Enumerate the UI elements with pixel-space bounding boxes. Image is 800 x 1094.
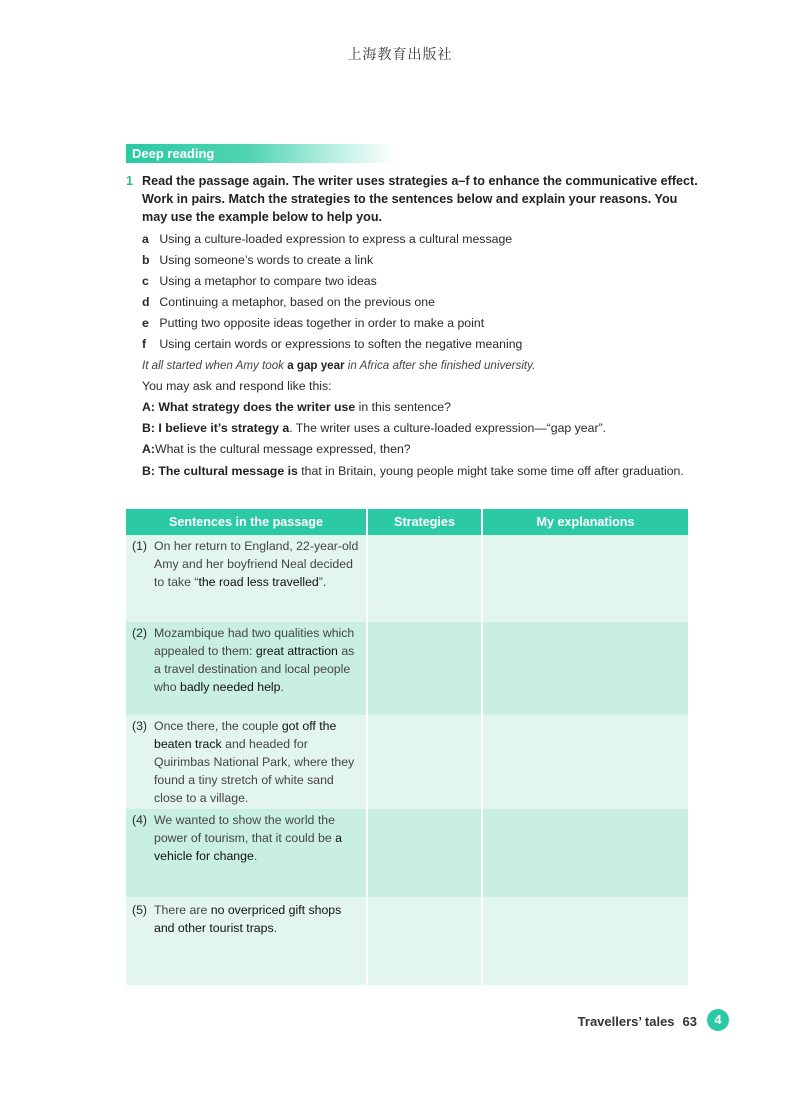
dialogue-speaker: A: [142,442,155,456]
dialogue-speaker: B: [142,421,155,435]
strategy-letter: e [142,316,149,330]
sentence-cell [126,897,367,985]
dialogue-speaker: B: [142,464,155,478]
strategy-answer-cell[interactable] [367,622,482,715]
example-text-after: in Africa after she finished university. [344,359,536,372]
key-phrase: a vehicle for change [154,831,342,863]
strategy-item [142,313,706,334]
dialogue-speaker: A: [142,400,155,414]
strategy-letter: f [142,337,147,351]
dialogue-key-phrase: I believe it’s strategy a [158,421,290,435]
strategy-text: Using a culture-loaded expression to express a cultural message [159,232,513,246]
strategy-item [142,250,706,271]
column-header-explanations: My explanations [482,509,688,535]
example-text-before: It all started when Amy took [142,359,288,372]
key-phrase: badly needed help [179,680,281,694]
sentence-number: (1) [132,539,148,553]
sentence-text: Once there, the couple got off the beaten track and headed for Quirimbas National Park, where they found a tiny stretch of white sand close to a village. [154,719,355,805]
sentence-cell [126,715,367,809]
sentence-cell [126,622,367,715]
strategy-letter: c [142,274,149,288]
dialogue-text: in this sentence? [355,400,451,414]
key-phrase: the road less travelled [198,575,319,589]
page-footer [578,1014,697,1029]
table-header-row [126,509,688,535]
strategy-letter: b [142,253,150,267]
strategy-list [142,229,706,355]
strategy-answer-cell[interactable] [367,535,482,622]
strategy-text: Continuing a metaphor, based on the previous one [159,295,435,309]
explanation-answer-cell[interactable] [482,622,688,715]
explanation-answer-cell[interactable] [482,897,688,985]
explanation-answer-cell[interactable] [482,809,688,897]
strategy-item [142,292,706,313]
strategy-letter: d [142,295,150,309]
table-row [126,809,688,897]
sentence-cell [126,809,367,897]
publisher-header: 上海教育出版社 [347,47,453,63]
dialogue-line [142,397,706,418]
sentence-text: Mozambique had two qualities which appealed to them: great attraction as a travel destination and local people who badly needed help. [154,626,355,694]
strategy-letter: a [142,232,149,246]
dialogue-key-phrase: The cultural message is [158,464,298,478]
unit-number-badge: 4 [707,1009,729,1031]
strategy-text: Using a metaphor to compare two ideas [159,274,377,288]
example-highlight: a gap year [287,359,345,372]
strategy-text: Putting two opposite ideas together in order to make a point [159,316,485,330]
table-row [126,897,688,985]
table-row [126,622,688,715]
sentence-cell [126,535,367,622]
sentence-text: There are no overpriced gift shops and other tourist traps. [154,903,342,935]
task-number: 1 [126,174,134,188]
dialogue-key-phrase: What strategy does the writer use [158,400,356,414]
section-title: Deep reading [126,144,396,163]
strategy-answer-cell[interactable] [367,715,482,809]
matching-table [126,509,688,985]
dialogue-text: What is the cultural message expressed, then? [154,442,411,456]
sentence-number: (4) [132,813,148,827]
table-row [126,535,688,622]
dialogue-line [142,439,706,460]
key-phrase: no overpriced gift shops and other tourist traps [154,903,342,935]
unit-title: Travellers’ tales [577,1014,675,1029]
dialogue-text: that in Britain, young people might take some time off after graduation. [297,464,684,478]
task-instruction: Read the passage again. The writer uses strategies a–f to enhance the communicative effect. Work in pairs. Match the strategies to the sentences below and explain your reasons. You may use the example below to help you. [142,174,698,224]
strategy-answer-cell[interactable] [367,809,482,897]
strategy-answer-cell[interactable] [367,897,482,985]
strategy-text: Using someone’s words to create a link [159,253,374,267]
strategy-item [142,229,706,250]
page-number: 63 [682,1014,697,1029]
dialogue-text: . The writer uses a culture-loaded expression—“gap year”. [289,421,607,435]
example-sentence [142,355,706,376]
strategy-item [142,334,706,355]
strategy-item [142,271,706,292]
explanation-answer-cell[interactable] [482,535,688,622]
dialogue-line [142,462,706,480]
table-row [126,715,688,809]
dialogue-line [142,418,706,439]
sentence-number: (3) [132,719,148,733]
sentence-text: We wanted to show the world the power of tourism, that it could be a vehicle for change. [154,813,342,863]
column-header-sentences: Sentences in the passage [126,509,367,535]
sentence-text: On her return to England, 22-year-old Amy and her boyfriend Neal decided to take “the road less travelled”. [154,539,359,589]
sample-dialogue [142,397,706,480]
sentence-number: (2) [132,626,148,640]
column-header-strategies: Strategies [367,509,482,535]
sentence-number: (5) [132,903,148,917]
dialogue-prompt: You may ask and respond like this: [142,379,332,393]
key-phrase: great attraction [255,644,338,658]
task-block [126,172,706,480]
explanation-answer-cell[interactable] [482,715,688,809]
strategy-text: Using certain words or expressions to soften the negative meaning [159,337,523,351]
key-phrase: got off the beaten track [154,719,337,751]
